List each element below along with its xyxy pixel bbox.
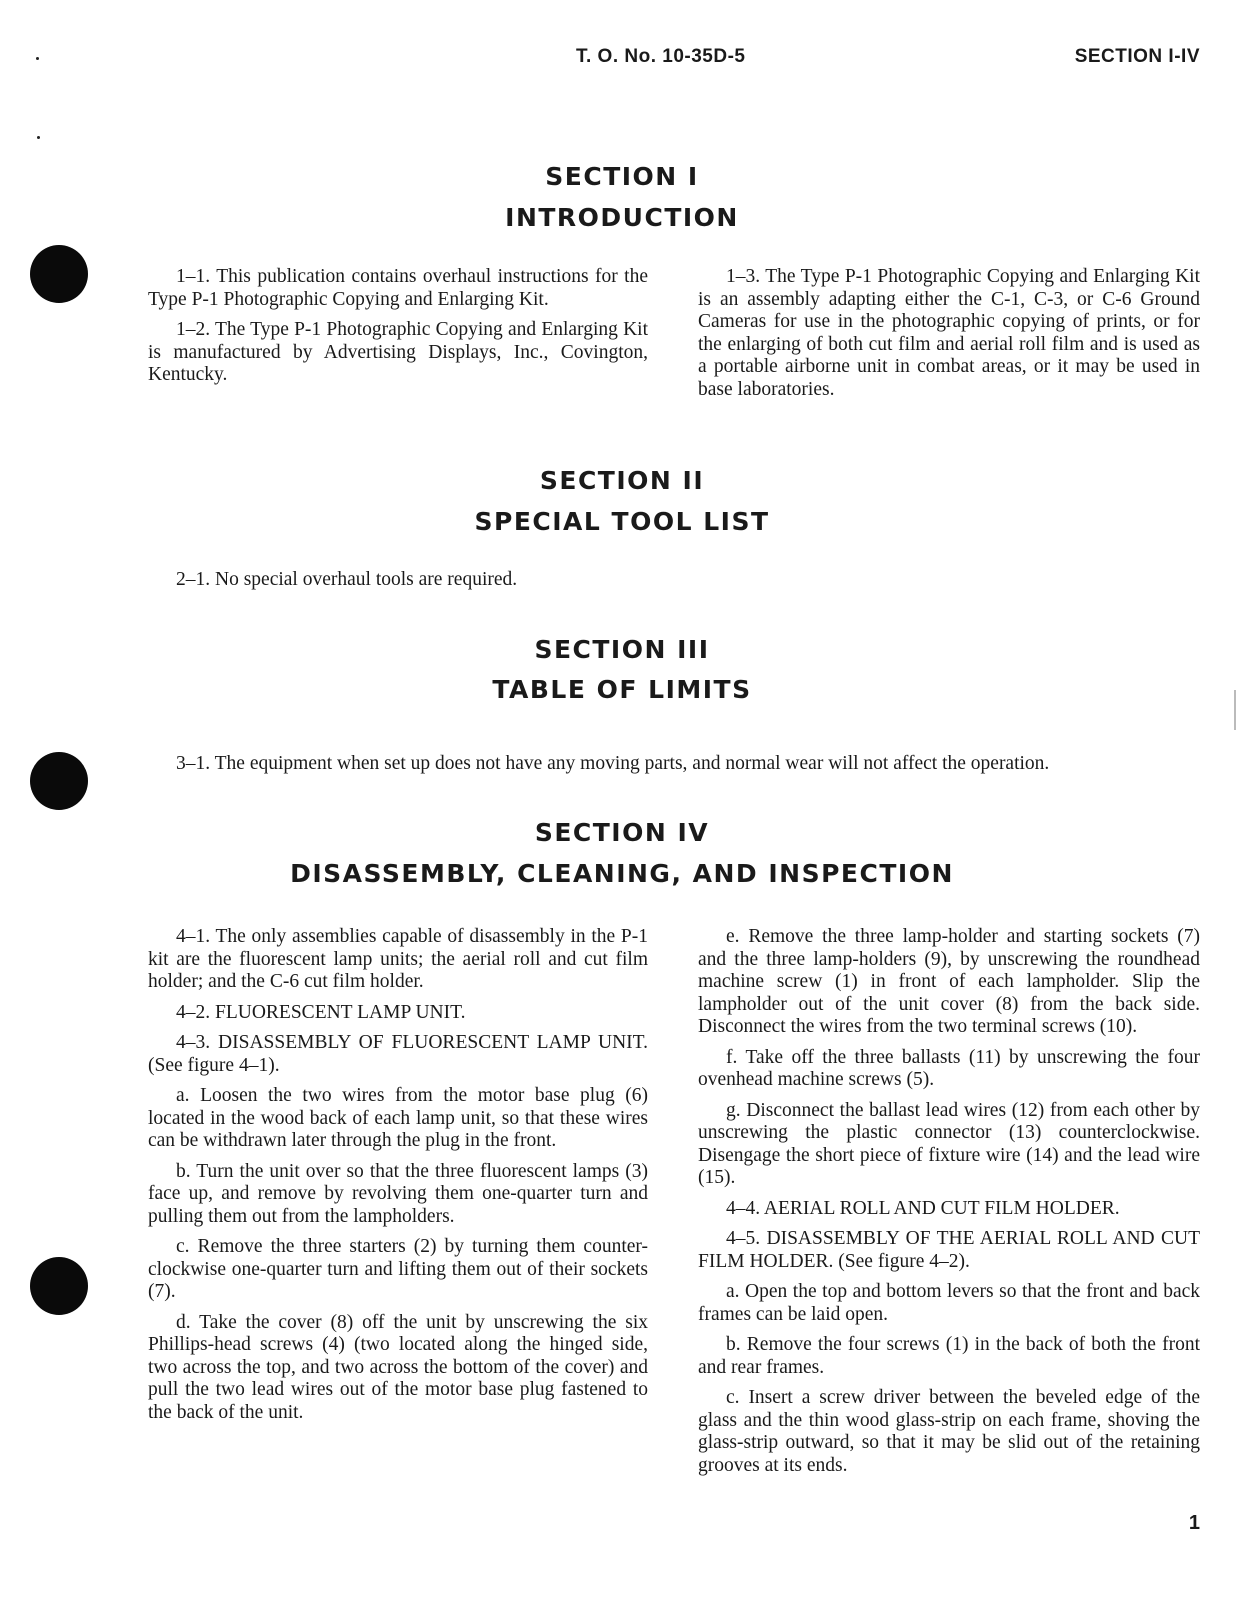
section-range: SECTION I-IV (1074, 46, 1200, 67)
binder-hole (30, 1257, 88, 1315)
section-1-title: SECTION I (545, 162, 699, 191)
section-4-title: SECTION IV (534, 818, 710, 847)
step-c: c. Remove the three starters (2) by turning them counter-clockwise one-quarter turn and lifting them out of their sockets (7). (148, 1236, 648, 1302)
section-1-right-column (698, 266, 1200, 409)
paragraph: 2–1. No special overhaul tools are required. (176, 569, 518, 590)
subsection-heading: 4–5. DISASSEMBLY OF THE AERIAL ROLL AND CUT FILM HOLDER. (See figure 4–2). (698, 1228, 1200, 1272)
step-f: f. Take off the three ballasts (11) by unscrewing the four ovenhead machine screws (5). (698, 1046, 1200, 1090)
step-g: g. Disconnect the ballast lead wires (12) from each other by unscrewing the plastic connector (13) counterclockwise. Disengage the short piece of fixture wire (14) and the lead wire (15). (698, 1099, 1200, 1188)
binder-hole (30, 245, 88, 303)
section-2-subtitle: SPECIAL TOOL LIST (474, 507, 770, 536)
paragraph: 4–1. The only assemblies capable of disassembly in the P-1 kit are the fluorescent lamp units; the aerial roll and cut film holder; and the C-6 cut film holder. (148, 926, 648, 992)
margin-dot (37, 136, 40, 139)
section-1-left-column (148, 266, 648, 395)
paragraph: 3–1. The equipment when set up does not have any moving parts, and normal wear will not affect the operation. (176, 753, 1050, 774)
section-3-title: SECTION III (534, 635, 710, 664)
subsection-heading: 4–2. FLUORESCENT LAMP UNIT. (176, 1001, 466, 1023)
section-4-subtitle: DISASSEMBLY, CLEANING, AND INSPECTION (290, 859, 954, 888)
step-b: b. Turn the unit over so that the three fluorescent lamps (3) face up, and remove by revolving them one-quarter turn and pulling them out from the lampholders. (148, 1160, 648, 1227)
margin-dot (36, 57, 39, 60)
step-c: c. Insert a screw driver between the beveled edge of the glass and the thin wood glass-strip on each frame, shoving the glass-strip outward, so that it may be slid out of the retaining grooves at its ends. (698, 1387, 1200, 1476)
technical-order-number: T. O. No. 10-35D-5 (576, 46, 746, 67)
section-4-left-column (148, 926, 648, 1432)
section-2-title: SECTION II (539, 466, 705, 495)
subsection-heading: 4–3. DISASSEMBLY OF FLUORESCENT LAMP UNIT. (See figure 4–1). (148, 1032, 648, 1076)
section-1-subtitle: INTRODUCTION (505, 203, 739, 232)
paragraph: 1–1. This publication contains overhaul instructions for the Type P-1 Photographic Copying and Enlarging Kit. (148, 266, 648, 310)
step-a: a. Loosen the two wires from the motor base plug (6) located in the wood back of each lamp unit, so that these wires can be withdrawn later through the plug in the front. (148, 1085, 648, 1151)
paragraph: 1–2. The Type P-1 Photographic Copying and Enlarging Kit is manufactured by Advertising Displays, Inc., Covington, Kentucky. (148, 319, 648, 385)
step-e: e. Remove the three lamp-holder and starting sockets (7) and the three lamp-holders (9), by unscrewing the roundhead machine screw (1) in front of each lampholder. Slip the lampholder out of the unit cover (8) from the back side. Disconnect the wires from the two terminal screws (10). (698, 926, 1200, 1037)
section-4-right-column (698, 926, 1200, 1485)
section-3-subtitle: TABLE OF LIMITS (492, 675, 752, 704)
step-d: d. Take the cover (8) off the unit by unscrewing the six Phillips-head screws (4) (two located along the hinged side, two across the top, and two across the bottom of the cover) and pull the two lead wires out of the motor base plug fastened to the back of the unit. (148, 1311, 648, 1423)
binder-hole (30, 752, 88, 810)
page-number: 1 (1188, 1512, 1200, 1534)
step-a: a. Open the top and bottom levers so that the front and back frames can be laid open. (698, 1281, 1200, 1325)
step-b: b. Remove the four screws (1) in the back of both the front and rear frames. (698, 1334, 1200, 1378)
subsection-heading: 4–4. AERIAL ROLL AND CUT FILM HOLDER. (726, 1197, 1120, 1219)
paragraph: 1–3. The Type P-1 Photographic Copying and Enlarging Kit is an assembly adapting either the C-1, C-3, or C-6 Ground Cameras for use in the photographic copying of prints, or for the enlarging of both cut film and aerial roll film and is used as a portable airborne unit in combat areas, or it may be used in base laboratories. (698, 266, 1200, 400)
